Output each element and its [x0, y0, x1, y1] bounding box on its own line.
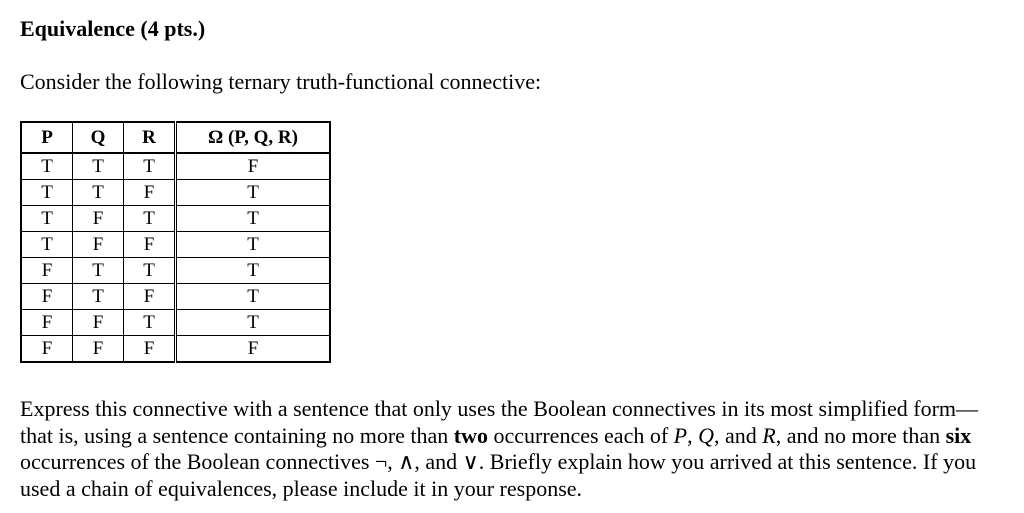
- cell-q: T: [73, 153, 124, 180]
- question-emphasis-six: six: [945, 422, 972, 448]
- table-row: [21, 232, 330, 258]
- cell-q: F: [73, 232, 124, 258]
- variable-q: Q: [698, 422, 715, 448]
- cell-p: T: [21, 232, 73, 258]
- table-row: [21, 180, 330, 206]
- cell-omega: F: [176, 336, 331, 363]
- cell-r: F: [124, 180, 176, 206]
- cell-p: T: [21, 153, 73, 180]
- section-heading: Equivalence (4 pts.): [20, 16, 206, 41]
- truth-table: [20, 121, 331, 363]
- cell-r: T: [124, 153, 176, 180]
- intro-text: Consider the following ternary truth-functional connective:: [20, 69, 542, 94]
- cell-q: T: [73, 258, 124, 284]
- variable-r: R: [762, 422, 776, 448]
- question-part-2: occurrences each of: [488, 422, 674, 448]
- table-row: [21, 310, 330, 336]
- header-p: P: [21, 122, 73, 153]
- question-text: [20, 396, 980, 502]
- cell-q: F: [73, 310, 124, 336]
- cell-q: F: [73, 206, 124, 232]
- header-omega: Ω (P, Q, R): [176, 122, 331, 153]
- cell-omega: T: [176, 206, 331, 232]
- variable-p: P: [673, 422, 688, 448]
- cell-omega: T: [176, 310, 331, 336]
- table-row: [21, 284, 330, 310]
- cell-p: F: [21, 284, 73, 310]
- table-row: [21, 336, 330, 363]
- cell-omega: T: [176, 258, 331, 284]
- table-row: [21, 206, 330, 232]
- cell-p: F: [21, 258, 73, 284]
- cell-r: F: [124, 336, 176, 363]
- cell-omega: T: [176, 232, 331, 258]
- cell-p: F: [21, 310, 73, 336]
- cell-p: F: [21, 336, 73, 363]
- truth-table-header-row: [21, 122, 330, 153]
- cell-r: F: [124, 284, 176, 310]
- cell-omega: T: [176, 284, 331, 310]
- cell-q: F: [73, 336, 124, 363]
- question-part-4: occurrences of the Boolean connectives ¬, ∧, and ∨. Briefly explain how you arrived at this sentence. If you used a chain of equivalences, please include it in your response.: [20, 449, 977, 501]
- cell-r: T: [124, 310, 176, 336]
- cell-q: T: [73, 284, 124, 310]
- cell-omega: F: [176, 153, 331, 180]
- cell-p: T: [21, 180, 73, 206]
- table-row: [21, 258, 330, 284]
- cell-q: T: [73, 180, 124, 206]
- cell-p: T: [21, 206, 73, 232]
- separator-1: ,: [687, 422, 699, 448]
- header-r: R: [124, 122, 176, 153]
- question-part-1: Express this connective with a sentence that only uses the Boolean connectives in its most simplified form—that is, using a sentence containing no more than: [20, 396, 979, 448]
- separator-2: , and: [714, 422, 763, 448]
- header-q: Q: [73, 122, 124, 153]
- cell-r: F: [124, 232, 176, 258]
- question-part-3: , and no more than: [775, 422, 946, 448]
- cell-r: T: [124, 258, 176, 284]
- table-row: [21, 153, 330, 180]
- cell-omega: T: [176, 180, 331, 206]
- cell-r: T: [124, 206, 176, 232]
- question-emphasis-two: two: [453, 422, 488, 448]
